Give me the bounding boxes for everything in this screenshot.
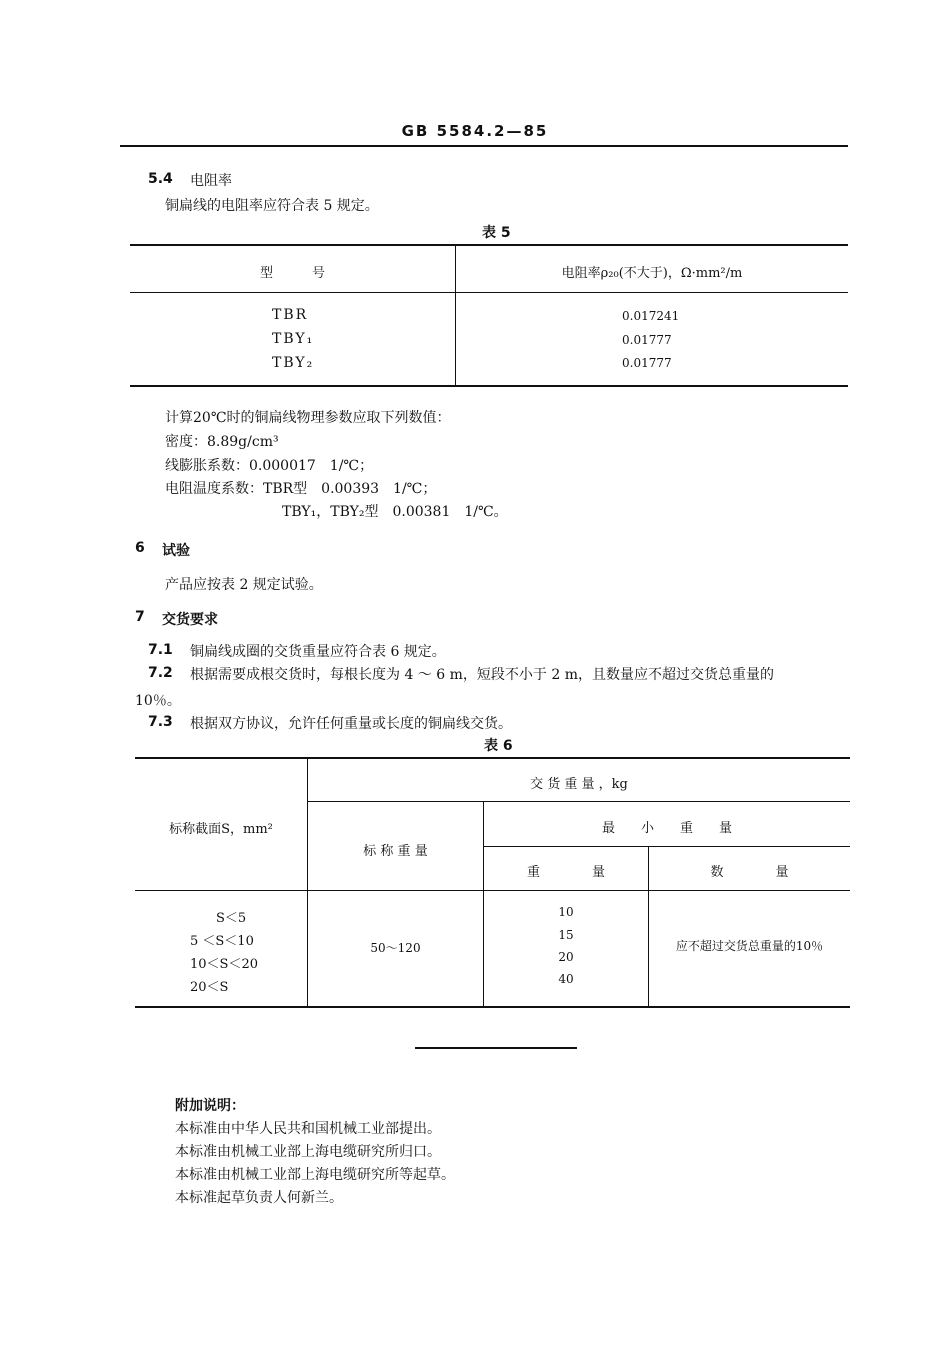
table-6-header-delivery-weight: 交 货 重 量 ，kg xyxy=(530,777,628,792)
clause-7-1-number: 7.1 xyxy=(148,642,173,658)
table-6-caption: 表 6 xyxy=(484,738,513,754)
section-6-text: 产品应按表 2 规定试验。 xyxy=(165,577,323,593)
section-7-title: 交货要求 xyxy=(162,612,218,628)
table-6-min-weight-value: 15 xyxy=(558,928,574,942)
params-temp-coef-tbr: 电阻温度系数：TBR型 0.00393 1/℃； xyxy=(165,481,437,497)
header-rule xyxy=(120,145,848,147)
notes-line: 本标准由中华人民共和国机械工业部提出。 xyxy=(175,1121,441,1137)
table-6-section-value: 10＜S＜20 xyxy=(190,957,258,972)
table-6-header-section: 标称截面S，mm² xyxy=(169,822,273,837)
params-density: 密度：8.89g/cm³ xyxy=(165,434,279,450)
clause-7-3-number: 7.3 xyxy=(148,714,173,730)
table-5-row-value: 0.017241 xyxy=(622,309,680,323)
table-6-nominal-value: 50～120 xyxy=(370,941,421,955)
params-intro: 计算20℃时的铜扁线物理参数应取下列数值： xyxy=(165,410,451,426)
section-5-4-title: 电阻率 xyxy=(190,173,232,189)
table-6-section-value: 20＜S xyxy=(190,980,229,995)
table-5-bottom-rule xyxy=(130,385,848,387)
table-6-header-rule xyxy=(135,890,850,891)
table-6-section-value: 5 ＜S＜10 xyxy=(190,934,254,949)
table-6-header-min: 最 小 重 量 xyxy=(601,821,732,836)
end-separator xyxy=(415,1047,577,1049)
table-6-rule xyxy=(307,801,850,802)
params-temp-coef-tby: TBY₁，TBY₂型 0.00381 1/℃。 xyxy=(282,504,508,520)
table-5-row-model: TBY₁ xyxy=(272,331,315,347)
section-7-number: 7 xyxy=(135,609,145,625)
section-5-4-text: 铜扁线的电阻率应符合表 5 规定。 xyxy=(165,198,379,214)
clause-7-2-number: 7.2 xyxy=(148,665,173,681)
table-5-header-model: 型 号 xyxy=(259,266,325,281)
table-6-min-weight-value: 20 xyxy=(558,950,574,964)
section-6-number: 6 xyxy=(135,540,145,556)
notes-line: 本标准起草负责人何新兰。 xyxy=(175,1190,343,1206)
table-6-count-note: 应不超过交货总重量的10％ xyxy=(675,939,824,953)
section-6-title: 试验 xyxy=(162,543,190,559)
table-6-top-rule xyxy=(135,757,850,759)
table-5-row-model: TBY₂ xyxy=(272,355,315,371)
table-6-rule xyxy=(483,846,850,847)
table-6-bottom-rule xyxy=(135,1006,850,1008)
table-6-min-weight-value: 40 xyxy=(558,972,574,986)
table-6-section-value: S＜5 xyxy=(216,911,247,926)
notes-line: 本标准由机械工业部上海电缆研究所归口。 xyxy=(175,1144,441,1160)
notes-title: 附加说明： xyxy=(175,1098,245,1114)
document-code: GB 5584.2—85 xyxy=(401,122,549,140)
table-6-min-weight-value: 10 xyxy=(558,905,574,919)
table-5-row-model: TBR xyxy=(272,307,309,323)
clause-7-3-text: 根据双方协议，允许任何重量或长度的铜扁线交货。 xyxy=(190,716,512,732)
table-6-header-min-weight: 重 量 xyxy=(526,865,605,880)
clause-7-2-continuation: 10％。 xyxy=(135,693,181,709)
clause-7-2-text: 根据需要成根交货时，每根长度为 4 ～ 6 m，短段不小于 2 m，且数量应不超过交货总重量的 xyxy=(190,667,774,683)
table-5-header-resistivity: 电阻率ρ₂₀(不大于)，Ω·mm²/m xyxy=(561,266,743,281)
notes-line: 本标准由机械工业部上海电缆研究所等起草。 xyxy=(175,1167,455,1183)
clause-7-1-text: 铜扁线成圈的交货重量应符合表 6 规定。 xyxy=(190,644,446,660)
table-6-header-min-count: 数 量 xyxy=(710,865,789,880)
params-expansion: 线膨胀系数：0.000017 1/℃； xyxy=(165,458,374,474)
table-5-row-value: 0.01777 xyxy=(622,356,672,370)
table-5-header-rule xyxy=(130,292,848,293)
table-6-divider xyxy=(307,759,308,1007)
table-6-header-nominal: 标 称 重 量 xyxy=(363,844,428,859)
table-5-caption: 表 5 xyxy=(482,225,511,241)
section-5-4-number: 5.4 xyxy=(148,171,173,187)
table-5-top-rule xyxy=(130,244,848,246)
table-5-row-value: 0.01777 xyxy=(622,333,672,347)
